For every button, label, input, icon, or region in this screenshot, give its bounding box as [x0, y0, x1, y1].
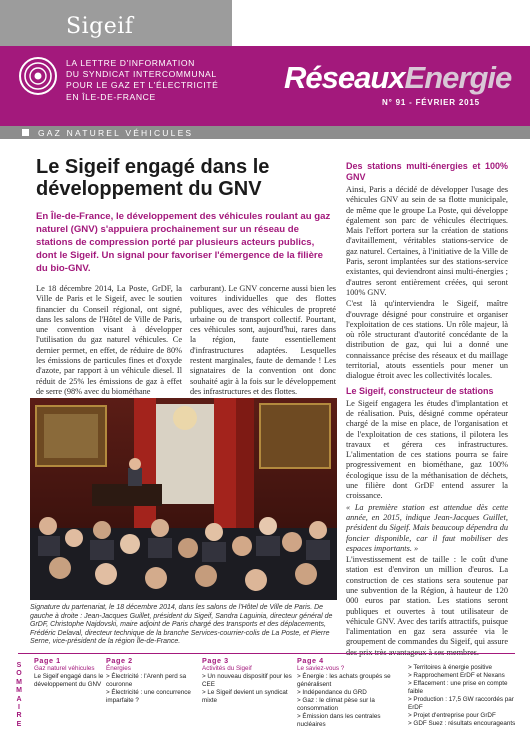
sommaire-label: S O M M A I R E	[16, 662, 22, 728]
toc-line: > Un nouveau dispositif pour les CEE	[202, 673, 292, 688]
signing-photo	[30, 398, 337, 600]
toc-page-4[interactable]	[297, 657, 407, 729]
toc-section: Le saviez-vous ?	[297, 665, 345, 672]
article-column-3	[346, 161, 508, 659]
title-part1: Réseaux	[284, 60, 405, 95]
subheading-constructeur: Le Sigeif, constructeur de stations	[346, 385, 494, 396]
toc-line: > Émission dans les centrales nucléaires	[297, 713, 381, 728]
toc-line: > Électricité : l'Arenh perd sa couronne	[106, 673, 187, 688]
toc-line: > Gaz : le climat pèse sur la consommation	[297, 697, 375, 712]
sommaire-divider	[18, 653, 515, 654]
paragraph: Ainsi, Paris a décidé de développer l'usage des véhicules GNV au sein de sa flotte municipale, de même que le groupe La Poste, qui développe également son parc de véhicules électriques. Mais l'effort portera sur la création de stations d'avitaillement, véritables stations-service de gaz naturel. Certaines, à l'initiative de la Ville de Paris, seront implantées sur des stations-service existantes, qui deviendront ainsi multi-énergies ; d'autres seront entièrement créées, qui seront 100% GNV.	[346, 185, 508, 297]
toc-line: > Projet d'entreprise pour GrDF	[408, 712, 496, 719]
toc-section: Énergies	[106, 665, 131, 672]
toc-page-number: Page 3	[202, 656, 229, 665]
toc-line: Le Sigeif engagé dans le développement du GNV	[34, 673, 104, 688]
tagline-line: DU SYNDICAT INTERCOMMUNAL	[66, 69, 217, 80]
toc-line: > Production : 17,5 GW raccordés par ErDF	[408, 696, 514, 711]
masthead-tagline	[66, 58, 236, 103]
article-intro: En Île-de-France, le développement des véhicules roulant au gaz naturel (GNV) s'appuiera prochainement sur un réseau de stations de compression porté par plusieurs acteurs publics, dont le Sigeif. Un signal pour favoriser l'émergence de la filière du bio-GNV.	[36, 211, 331, 274]
toc-page-4-continued[interactable]	[408, 664, 520, 728]
paragraph: Le Sigeif engagera les études d'implantation et de réalisation. Puis, désigné comme opérateur chargé de la mise en place, de l'organisation et de l'exploitation de ces stations, il pilotera les travaux et gérera ces infrastructures. L'alimentation de ces stations pourra se faire progressivement en biométhane, gaz 100% écologique issu de la méthanisation de déchets, une filière dont GrDF entend assurer la croissance.	[346, 398, 508, 501]
photo-illustration	[30, 398, 337, 600]
toc-line: > Indépendance du GRD	[297, 689, 367, 696]
tagline-line: LA LETTRE D'INFORMATION	[66, 58, 195, 68]
section-square-icon	[22, 129, 29, 136]
toc-page-2[interactable]	[106, 657, 198, 705]
toc-page-1[interactable]	[34, 657, 104, 689]
article-headline: Le Sigeif engagé dans le développement du GNV	[36, 156, 270, 200]
toc-page-number: Page 2	[106, 656, 133, 665]
tagline-line: POUR LE GAZ ET L'ÉLECTRICITÉ	[66, 80, 219, 91]
article-column-1: Le 18 décembre 2014, La Poste, GrDF, la Ville de Paris et le Sigeif, avec le soutien financier du Conseil régional, ont signé, dans les salons de l'Hôtel de Ville de Paris, une convention visant à développer l'utilisation du gaz naturel véhicules. Ce dernier permet, en effet, de réduire de 80% les émissions de particules fines et d'oxyde d'azote, par rapport à un véhicule diesel. Il réduit de 25% les émissions de gaz à effet de serre (98% avec du biométhane	[36, 284, 182, 396]
toc-section: Activités du Sigeif	[202, 665, 252, 672]
toc-line: > Énergie : les achats groupés se généralisent	[297, 673, 391, 688]
article-column-2: carburant). Le GNV concerne aussi bien les voitures individuelles que des flottes publiques, avec des véhicules de propreté urbaine ou de transport collectif. Pourtant, ces véhicules sont, aujourd'hui, rares dans la région, faute essentiellement d'infrastructures adaptées. Lesquelles restent marginales, faute de demande ! Les signataires de la convention ont donc souhaité agir à la fois sur le développement des infrastructures et des flottes.	[190, 284, 336, 396]
issue-number: N° 91 - FÉVRIER 2015	[382, 98, 480, 107]
sigeif-circle-icon	[18, 56, 58, 96]
toc-page-number: Page 1	[34, 656, 61, 665]
toc-line: > Rapprochement ErDF et Nexans	[408, 672, 505, 679]
toc-section: Gaz naturel véhicules	[34, 665, 95, 672]
toc-page-3[interactable]	[202, 657, 296, 705]
paragraph: C'est là qu'interviendra le Sigeif, maître d'ouvrage désigné pour construire et organiser l'exploitation de ces stations. Un rôle majeur, là où rôle structurant d'autorité concédante de la distribution de gaz, qui lui a donné une connaissance précise des réseaux et du maillage territorial, atouts essentiels pour mener un dialogue étroit avec les collectivités locales.	[346, 299, 508, 381]
photo-caption: Signature du partenariat, le 18 décembre 2014, dans les salons de l'Hôtel de Ville de Paris. De gauche à droite : Jean-Jacques Guillet, président du Sigeif, Sandra Laguinia, directeur général de GrDF, Christophe Najdovski, maire adjoint de Paris chargé des transports et des déplacements, Frédéric Delaval, directeur technique de la branche Services-courrier-colis de La Poste, et Pierre Serne, vice-président de la région Île-de-France.	[30, 604, 333, 646]
paragraph: L'investissement est de taille : le coût d'une station est d'environ un million d'euros. La construction de ces stations sera soutenue par une subvention de la Région, à hauteur de 120 000 euros par station. Les stations seront publiques et ouvertes à tout utilisateur de véhicule GNV. Avec des tarifs attractifs, puisque l'alimentation en gaz sera assurée via le groupement de commandes du Sigeif, qui assure	[346, 555, 508, 647]
section-label: GAZ NATUREL VÉHICULES	[38, 128, 194, 138]
toc-page-number: Page 4	[297, 656, 324, 665]
subheading-stations: Des stations multi-énergies et 100% GNV	[346, 161, 508, 182]
toc-line: > Électricité : une concurrence imparfaite ?	[106, 689, 191, 704]
toc-line: > Le Sigeif devient un syndicat mixte	[202, 689, 288, 704]
toc-line: > GDF Suez : résultats encourageants	[408, 720, 516, 727]
toc-line: > Effacement : une prise en compte faible	[408, 680, 508, 695]
sigeif-logo-box	[0, 0, 232, 46]
toc-line: > Territoires à énergie positive	[408, 664, 493, 671]
tagline-line: EN ÎLE-DE-FRANCE	[66, 91, 156, 102]
newsletter-title	[284, 60, 511, 96]
title-part2: Energie	[404, 60, 512, 95]
quote: « La première station est attendue dès cette année, en 2015, indique Jean-Jacques Guillet, président du Sigeif. Mais beaucoup dépendra du foncier disponible, car il faut mobiliser des espaces importants. »	[346, 502, 508, 553]
sigeif-logo: Sigeif	[66, 14, 134, 39]
